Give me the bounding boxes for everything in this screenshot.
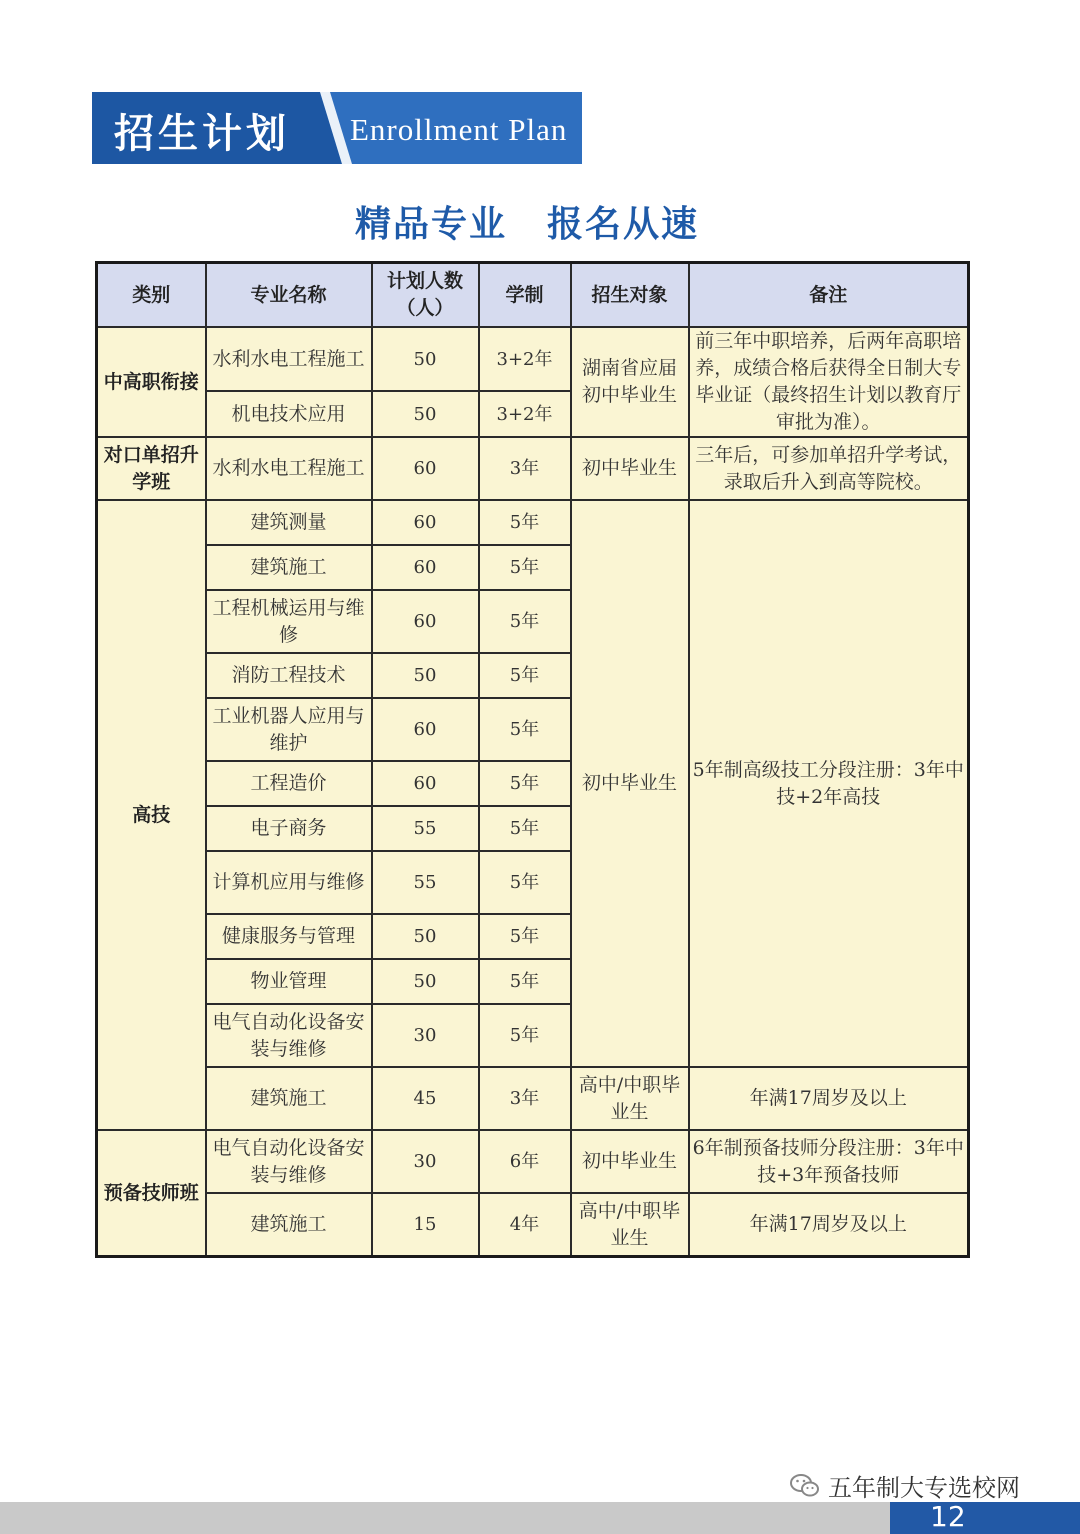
note-cell: 5年制高级技工分段注册：3年中技+2年高技 [689, 500, 969, 1067]
target-cell: 湖南省应届初中毕业生 [571, 327, 689, 437]
count-cell: 60 [372, 590, 479, 653]
count-cell: 50 [372, 653, 479, 698]
watermark [790, 1468, 1020, 1503]
count-cell: 50 [372, 391, 479, 437]
count-cell: 45 [372, 1067, 479, 1130]
duration-cell: 3+2年 [479, 391, 571, 437]
duration-cell: 5年 [479, 500, 571, 545]
major-cell: 建筑施工 [206, 545, 372, 590]
major-cell: 工业机器人应用与维护 [206, 698, 372, 761]
count-cell: 60 [372, 437, 479, 500]
duration-cell: 3年 [479, 1067, 571, 1130]
header-category: 类别 [97, 263, 206, 328]
note-cell: 年满17周岁及以上 [689, 1067, 969, 1130]
duration-cell: 5年 [479, 545, 571, 590]
section-banner [92, 92, 582, 164]
duration-cell: 5年 [479, 959, 571, 1004]
duration-cell: 3年 [479, 437, 571, 500]
note-cell: 三年后，可参加单招升学考试，录取后升入到高等院校。 [689, 437, 969, 500]
major-cell: 建筑施工 [206, 1067, 372, 1130]
count-cell: 60 [372, 545, 479, 590]
duration-cell: 5年 [479, 806, 571, 851]
footer-page-tab [890, 1502, 1080, 1534]
major-cell: 电子商务 [206, 806, 372, 851]
note-cell: 年满17周岁及以上 [689, 1193, 969, 1257]
major-cell: 机电技术应用 [206, 391, 372, 437]
enrollment-table [95, 261, 970, 1258]
duration-cell: 5年 [479, 590, 571, 653]
target-cell: 高中/中职毕业生 [571, 1193, 689, 1257]
count-cell: 50 [372, 327, 479, 391]
count-cell: 15 [372, 1193, 479, 1257]
duration-cell: 6年 [479, 1130, 571, 1193]
category-cell: 预备技师班 [97, 1130, 206, 1257]
count-cell: 30 [372, 1130, 479, 1193]
duration-cell: 5年 [479, 914, 571, 959]
page-heading [0, 196, 1054, 247]
table-header-row [97, 263, 969, 328]
header-duration: 学制 [479, 263, 571, 328]
major-cell: 工程造价 [206, 761, 372, 806]
count-cell: 60 [372, 698, 479, 761]
note-cell: 前三年中职培养，后两年高职培养，成绩合格后获得全日制大专毕业证（最终招生计划以教育厅审批为准）。 [689, 327, 969, 437]
major-cell: 消防工程技术 [206, 653, 372, 698]
count-cell: 30 [372, 1004, 479, 1067]
major-cell: 水利水电工程施工 [206, 437, 372, 500]
count-cell: 60 [372, 500, 479, 545]
major-cell: 水利水电工程施工 [206, 327, 372, 391]
major-cell: 健康服务与管理 [206, 914, 372, 959]
major-cell: 电气自动化设备安装与维修 [206, 1004, 372, 1067]
category-cell: 中高职衔接 [97, 327, 206, 437]
watermark-text: 五年制大专选校网 [828, 1474, 1020, 1502]
header-major: 专业名称 [206, 263, 372, 328]
table-row [97, 1067, 969, 1130]
count-cell: 55 [372, 851, 479, 914]
major-cell: 电气自动化设备安装与维修 [206, 1130, 372, 1193]
major-cell: 建筑测量 [206, 500, 372, 545]
major-cell: 建筑施工 [206, 1193, 372, 1257]
duration-cell: 3+2年 [479, 327, 571, 391]
table-row [97, 437, 969, 500]
category-cell: 对口单招升学班 [97, 437, 206, 500]
count-cell: 55 [372, 806, 479, 851]
count-cell: 50 [372, 914, 479, 959]
banner-title: 招生计划 [114, 111, 290, 157]
category-cell: 高技 [97, 500, 206, 1130]
target-cell: 高中/中职毕业生 [571, 1067, 689, 1130]
duration-cell: 5年 [479, 761, 571, 806]
major-cell: 物业管理 [206, 959, 372, 1004]
duration-cell: 5年 [479, 1004, 571, 1067]
table-row [97, 1130, 969, 1193]
header-target: 招生对象 [571, 263, 689, 328]
table-row [97, 327, 969, 391]
duration-cell: 4年 [479, 1193, 571, 1257]
wechat-icon [790, 1473, 820, 1499]
target-cell: 初中毕业生 [571, 1130, 689, 1193]
count-cell: 60 [372, 761, 479, 806]
header-note: 备注 [689, 263, 969, 328]
duration-cell: 5年 [479, 698, 571, 761]
banner-subtitle: Enrollment Plan [350, 112, 568, 147]
duration-cell: 5年 [479, 653, 571, 698]
note-cell: 6年制预备技师分段注册：3年中技+3年预备技师 [689, 1130, 969, 1193]
major-cell: 工程机械运用与维修 [206, 590, 372, 653]
header-count: 计划人数（人） [372, 263, 479, 328]
page-number: 12 [930, 1500, 966, 1533]
heading-part-2: 报名从速 [547, 204, 700, 245]
table-row [97, 500, 969, 545]
major-cell: 计算机应用与维修 [206, 851, 372, 914]
duration-cell: 5年 [479, 851, 571, 914]
count-cell: 50 [372, 959, 479, 1004]
target-cell: 初中毕业生 [571, 437, 689, 500]
target-cell: 初中毕业生 [571, 500, 689, 1067]
table-row [97, 1193, 969, 1257]
heading-part-1: 精品专业 [354, 204, 507, 245]
